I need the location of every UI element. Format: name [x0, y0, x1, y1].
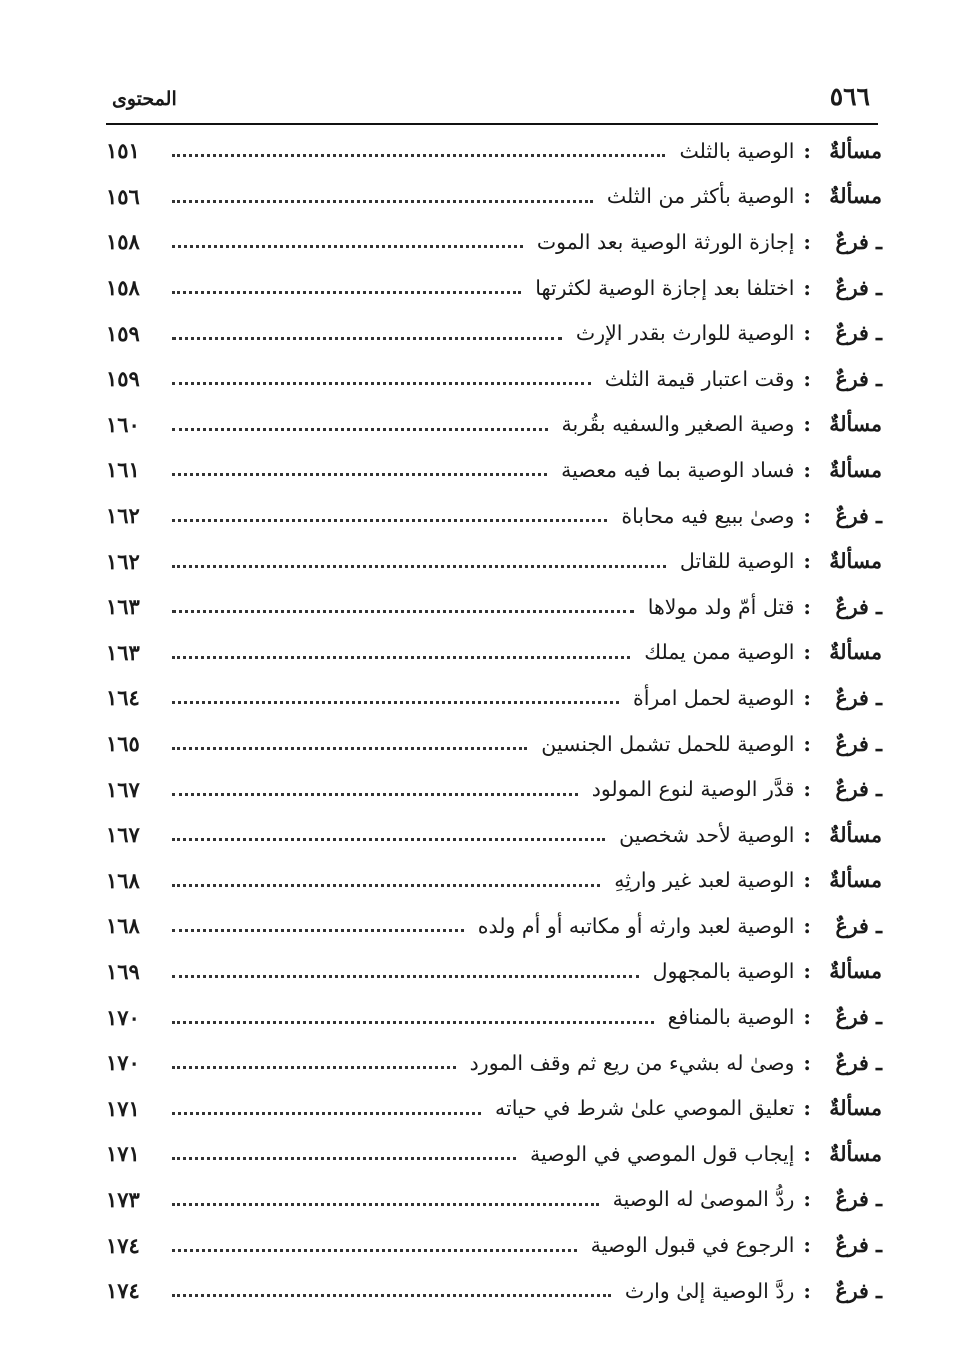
entry-title: الوصية لعبد وارثه أو مكاتبه أو أم ولده: [477, 913, 795, 938]
entry-title: فساد الوصية بما فيه معصية: [561, 457, 795, 482]
toc-entry: [106, 128, 882, 174]
entry-kind: مسألةٌ: [829, 412, 882, 437]
dot-leader: [172, 610, 634, 613]
dot-leader: [172, 701, 619, 704]
entry-kind: ـ فرعٌ: [835, 1233, 882, 1258]
entry-colon: :: [803, 1278, 811, 1303]
entry-title: الوصية بالمنافع: [667, 1005, 795, 1030]
entry-kind: مسألةٌ: [829, 868, 882, 893]
entry-title: الوصية بأكثر من الثلث: [606, 184, 795, 209]
entry-title: ردَّ الوصية إلىٰ وارث: [624, 1278, 795, 1303]
entry-title: اختلفا بعد إجازة الوصية لكثرتها: [535, 275, 795, 300]
toc-entry: [106, 493, 882, 539]
dot-leader: [172, 519, 607, 522]
toc-entry: [106, 1268, 882, 1314]
section-title: المحتوى: [112, 88, 177, 110]
entry-title: وصىٰ له بشيء من ريع ثم وقف المورد: [469, 1050, 795, 1075]
dot-leader: [172, 884, 600, 887]
entry-page-number: ١٥٨: [106, 229, 140, 255]
entry-colon: :: [803, 594, 811, 619]
dot-leader: [172, 1021, 654, 1024]
table-of-contents: [106, 128, 882, 1313]
entry-kind: مسألةٌ: [829, 822, 882, 847]
entry-title: إجازة الورثة الوصية بعد الموت: [536, 229, 795, 254]
header-rule: [106, 123, 878, 125]
entry-colon: :: [803, 822, 811, 847]
entry-title: وقت اعتبار قيمة الثلث: [604, 366, 795, 391]
entry-kind: ـ فرعٌ: [835, 1187, 882, 1212]
entry-kind: ـ فرعٌ: [835, 275, 882, 300]
entry-title: الوصية للوارث بقدر الإرث: [575, 321, 795, 346]
entry-title: الوصية بالمجهول: [652, 959, 795, 984]
entry-kind: ـ فرعٌ: [835, 594, 882, 619]
entry-colon: :: [803, 321, 811, 346]
dot-leader: [172, 1249, 577, 1252]
entry-page-number: ١٥٩: [106, 320, 140, 346]
entry-page-number: ١٦٣: [106, 594, 140, 620]
entry-page-number: ١٦٢: [106, 548, 140, 574]
entry-kind: ـ فرعٌ: [835, 229, 882, 254]
entry-colon: :: [803, 777, 811, 802]
entry-page-number: ١٦٥: [106, 731, 140, 757]
entry-colon: :: [803, 1187, 811, 1212]
dot-leader: [172, 975, 639, 978]
entry-page-number: ١٧٠: [106, 1050, 140, 1076]
entry-kind: ـ فرعٌ: [835, 321, 882, 346]
dot-leader: [172, 200, 593, 203]
entry-page-number: ١٦٠: [106, 411, 140, 437]
entry-colon: :: [803, 913, 811, 938]
entry-kind: مسألةٌ: [829, 457, 882, 482]
entry-page-number: ١٧٤: [106, 1278, 140, 1304]
entry-page-number: ١٦٧: [106, 776, 140, 802]
entry-title: قدَّر الوصية لنوع المولود: [591, 777, 795, 802]
toc-entry: [106, 1085, 882, 1131]
entry-kind: ـ فرعٌ: [835, 503, 882, 528]
toc-entry: [106, 630, 882, 676]
entry-kind: مسألةٌ: [829, 549, 882, 574]
entry-kind: مسألةٌ: [829, 184, 882, 209]
entry-kind: ـ فرعٌ: [835, 366, 882, 391]
dot-leader: [172, 1066, 456, 1069]
toc-entry: [106, 994, 882, 1040]
dot-leader: [172, 1203, 599, 1206]
dot-leader: [172, 428, 548, 431]
entry-kind: ـ فرعٌ: [835, 913, 882, 938]
entry-page-number: ١٧٣: [106, 1186, 140, 1212]
dot-leader: [172, 1112, 481, 1115]
dot-leader: [172, 1157, 516, 1160]
dot-leader: [172, 656, 630, 659]
dot-leader: [172, 793, 578, 796]
toc-entry: [106, 903, 882, 949]
dot-leader: [172, 565, 666, 568]
toc-entry: [106, 949, 882, 995]
toc-entry: [106, 402, 882, 448]
entry-kind: ـ فرعٌ: [835, 731, 882, 756]
dot-leader: [172, 838, 605, 841]
toc-entry: [106, 1040, 882, 1086]
dot-leader: [172, 291, 521, 294]
entry-colon: :: [803, 868, 811, 893]
dot-leader: [172, 337, 562, 340]
entry-title: ردُّ الموصىٰ له الوصية: [612, 1187, 795, 1212]
entry-colon: :: [803, 412, 811, 437]
entry-title: الوصية للقاتل: [679, 549, 795, 574]
entry-kind: ـ فرعٌ: [835, 1005, 882, 1030]
entry-kind: مسألةٌ: [829, 138, 882, 163]
toc-entry: [106, 310, 882, 356]
entry-title: وصىٰ ببيع فيه محاباة: [621, 503, 795, 528]
entry-colon: :: [803, 1050, 811, 1075]
dot-leader: [172, 245, 523, 248]
toc-entry: [106, 219, 882, 265]
dot-leader: [172, 1294, 611, 1297]
toc-entry: [106, 538, 882, 584]
dot-leader: [172, 154, 665, 157]
dot-leader: [172, 747, 527, 750]
toc-entry: [106, 356, 882, 402]
entry-colon: :: [803, 366, 811, 391]
toc-entry: [106, 766, 882, 812]
entry-title: وصية الصغير والسفيه بقُربة: [561, 412, 795, 437]
toc-entry: [106, 174, 882, 220]
entry-colon: :: [803, 275, 811, 300]
entry-page-number: ١٧١: [106, 1095, 140, 1121]
entry-page-number: ١٦٨: [106, 913, 140, 939]
entry-colon: :: [803, 138, 811, 163]
entry-title: تعليق الموصي علىٰ شرط في حياته: [495, 1096, 795, 1121]
entry-kind: ـ فرعٌ: [835, 777, 882, 802]
entry-colon: :: [803, 1141, 811, 1166]
entry-colon: :: [803, 731, 811, 756]
entry-kind: مسألةٌ: [829, 1141, 882, 1166]
page-number: ٥٦٦: [829, 82, 870, 111]
toc-entry: [106, 265, 882, 311]
entry-page-number: ١٦٩: [106, 958, 140, 984]
entry-title: الوصية بالثلث: [679, 138, 795, 163]
toc-entry: [106, 447, 882, 493]
toc-entry: [106, 584, 882, 630]
dot-leader: [172, 929, 464, 932]
entry-title: الوصية للحمل تشمل الجنسين: [541, 731, 795, 756]
entry-colon: :: [803, 229, 811, 254]
entry-kind: ـ فرعٌ: [835, 685, 882, 710]
entry-colon: :: [803, 1233, 811, 1258]
entry-title: الوصية ممن يملك: [644, 640, 795, 665]
entry-page-number: ١٦٧: [106, 822, 140, 848]
entry-kind: ـ فرعٌ: [835, 1278, 882, 1303]
entry-page-number: ١٦٣: [106, 639, 140, 665]
entry-colon: :: [803, 685, 811, 710]
entry-colon: :: [803, 184, 811, 209]
dot-leader: [172, 382, 591, 385]
toc-entry: [106, 1222, 882, 1268]
entry-title: الوصية لحمل امرأة: [632, 685, 795, 710]
toc-entry: [106, 812, 882, 858]
entry-colon: :: [803, 457, 811, 482]
toc-entry: [106, 1177, 882, 1223]
entry-page-number: ١٥٦: [106, 183, 140, 209]
toc-entry: [106, 1131, 882, 1177]
entry-kind: ـ فرعٌ: [835, 1050, 882, 1075]
toc-entry: [106, 721, 882, 767]
entry-page-number: ١٦٢: [106, 503, 140, 529]
entry-colon: :: [803, 959, 811, 984]
entry-page-number: ١٦٤: [106, 685, 140, 711]
toc-entry: [106, 675, 882, 721]
page-header: [106, 80, 878, 120]
entry-colon: :: [803, 549, 811, 574]
entry-page-number: ١٧١: [106, 1141, 140, 1167]
entry-colon: :: [803, 1005, 811, 1030]
entry-page-number: ١٧٤: [106, 1232, 140, 1258]
entry-page-number: ١٥٩: [106, 366, 140, 392]
entry-title: الوصية لأحد شخصين: [619, 822, 795, 847]
entry-kind: مسألةٌ: [829, 640, 882, 665]
toc-entry: [106, 858, 882, 904]
entry-page-number: ١٥١: [106, 138, 140, 164]
entry-page-number: ١٧٠: [106, 1004, 140, 1030]
entry-colon: :: [803, 1096, 811, 1121]
entry-title: الرجوع في قبول الوصية: [590, 1233, 795, 1258]
entry-title: قتل أمّ ولد مولاها: [647, 594, 795, 619]
entry-page-number: ١٥٨: [106, 275, 140, 301]
entry-page-number: ١٦١: [106, 457, 140, 483]
entry-page-number: ١٦٨: [106, 867, 140, 893]
entry-title: الوصية لعبد غير وارثِهِ: [614, 868, 795, 893]
entry-kind: مسألةٌ: [829, 1096, 882, 1121]
entry-title: إيجاب قول الموصي في الوصية: [530, 1141, 795, 1166]
entry-colon: :: [803, 640, 811, 665]
dot-leader: [172, 473, 547, 476]
entry-colon: :: [803, 503, 811, 528]
entry-kind: مسألةٌ: [829, 959, 882, 984]
